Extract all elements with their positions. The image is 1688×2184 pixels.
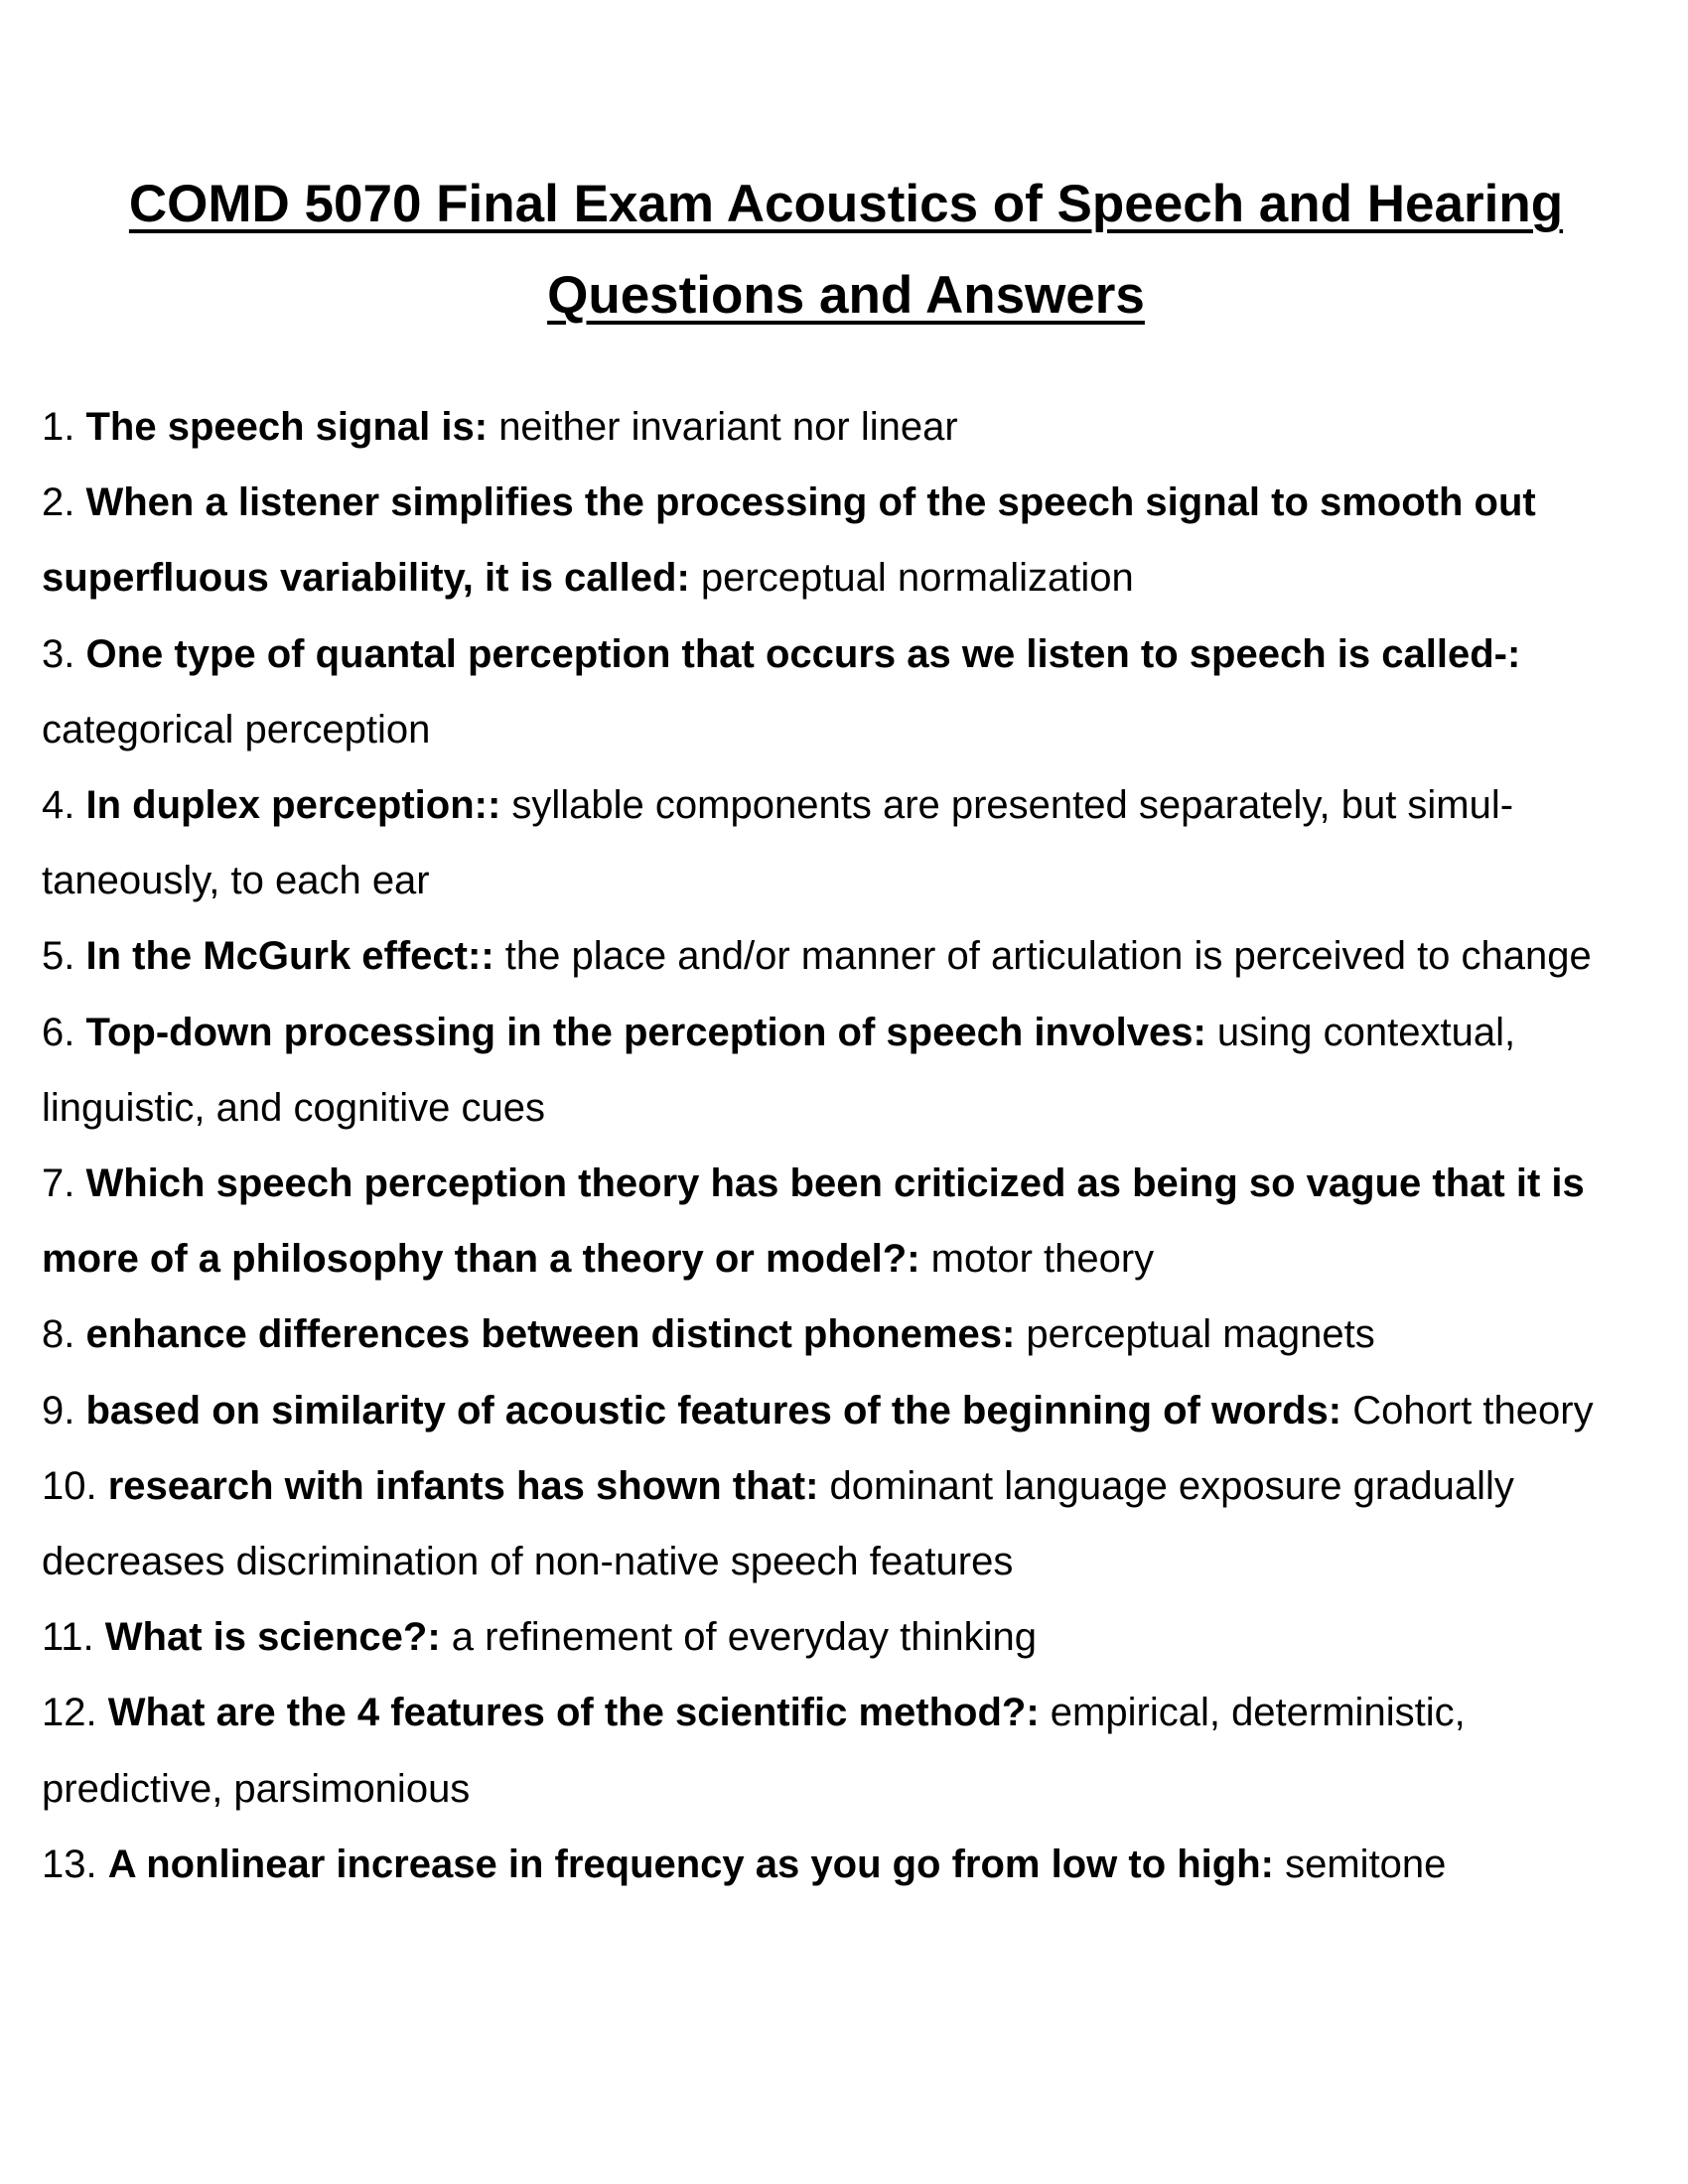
question-text: The speech signal is: (85, 405, 489, 449)
question-number: 2. (42, 480, 75, 525)
answer-text: categorical perception (42, 707, 431, 751)
document-page (42, 159, 1650, 1902)
question-text: research with infants has shown that: (107, 1463, 819, 1508)
question-item-12 (42, 1675, 1650, 1826)
answer-text: dominant language exposure gradually decreases discrimination of non-native speech features (42, 1463, 1514, 1584)
question-item-10 (42, 1448, 1650, 1599)
question-text: What is science?: (104, 1615, 441, 1660)
question-number: 3. (42, 631, 75, 676)
question-number: 8. (42, 1312, 75, 1357)
question-item-7 (42, 1146, 1650, 1297)
answer-text: semitone (1285, 1842, 1447, 1886)
question-item-2 (42, 465, 1650, 615)
question-text: In the McGurk effect:: (85, 934, 494, 979)
question-number: 11. (42, 1615, 94, 1660)
question-text: What are the 4 features of the scientific method?: (107, 1691, 1040, 1735)
answer-text: Cohort theory (1352, 1388, 1594, 1433)
answer-text: a refinement of everyday thinking (451, 1615, 1037, 1660)
question-number: 12. (42, 1691, 97, 1735)
document-title (42, 159, 1650, 341)
question-number: 7. (42, 1161, 75, 1206)
question-text: A nonlinear increase in frequency as you go from low to high: (107, 1842, 1274, 1886)
question-item-1 (42, 389, 1650, 465)
question-item-11 (42, 1599, 1650, 1675)
question-text: In duplex perception:: (85, 783, 501, 828)
question-number: 6. (42, 1010, 75, 1054)
question-text: based on similarity of acoustic features of the beginning of words: (85, 1388, 1342, 1433)
question-number: 13. (42, 1842, 97, 1886)
answer-text: perceptual magnets (1026, 1312, 1375, 1357)
question-item-9 (42, 1373, 1650, 1448)
answer-text: syllable components are presented separately, but simul- taneously, to each ear (42, 783, 1514, 903)
question-text: Top-down processing in the perception of speech involves: (85, 1010, 1206, 1054)
question-item-8 (42, 1297, 1650, 1372)
question-text: enhance differences between distinct phonemes: (85, 1312, 1016, 1357)
question-text: Which speech perception theory has been criticized as being so vague that it is more of a philosophy than a theory or model?: (42, 1161, 1585, 1282)
question-text: One type of quantal perception that occurs as we listen to speech is called-: (85, 631, 1521, 676)
answer-text: empirical, deterministic, predictive, parsimonious (42, 1691, 1466, 1811)
question-item-13 (42, 1827, 1650, 1902)
question-text: When a listener simplifies the processing of the speech signal to smooth out superfluous variability, it is called: (42, 480, 1536, 601)
question-number: 9. (42, 1388, 75, 1433)
title-line-1: COMD 5070 Final Exam Acoustics of Speech and Hearing (128, 175, 1564, 233)
question-item-3 (42, 616, 1650, 767)
question-item-4 (42, 767, 1650, 918)
question-number: 5. (42, 934, 75, 979)
answer-text: neither invariant nor linear (498, 405, 958, 449)
question-list (42, 389, 1650, 1902)
question-number: 4. (42, 783, 75, 828)
question-number: 10. (42, 1463, 97, 1508)
answer-text: using contextual, linguistic, and cognitive cues (42, 1010, 1516, 1130)
question-number: 1. (42, 405, 75, 449)
title-line-2: Questions and Answers (547, 266, 1145, 325)
answer-text: perceptual normalization (700, 556, 1134, 601)
answer-text: the place and/or manner of articulation is perceived to change (504, 934, 1592, 979)
answer-text: motor theory (930, 1237, 1155, 1282)
question-item-6 (42, 995, 1650, 1146)
question-item-5 (42, 918, 1650, 994)
